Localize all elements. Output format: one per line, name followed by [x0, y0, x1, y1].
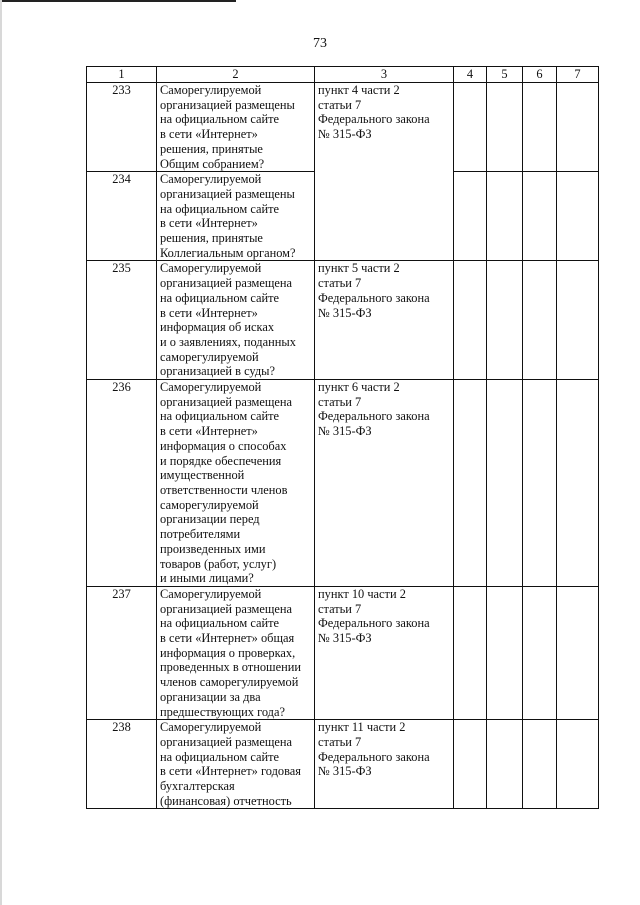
header-col-6: 6 [523, 67, 557, 83]
scan-artifact-left-edge [0, 0, 2, 905]
answer-cell-6 [523, 83, 557, 172]
question-cell: Саморегулируемой организацией размещены на официальном сайте в сети «Интернет» решения, принятые Коллегиальным органом? [157, 172, 315, 261]
table-header-row [87, 67, 599, 83]
header-col-7: 7 [557, 67, 599, 83]
header-col-5: 5 [487, 67, 523, 83]
reference-cell: пункт 11 части 2 статьи 7 Федерального закона № 315-ФЗ [315, 720, 454, 809]
answer-cell-7 [557, 720, 599, 809]
reference-cell: пункт 10 части 2 статьи 7 Федерального закона № 315-ФЗ [315, 586, 454, 719]
answer-cell-6 [523, 720, 557, 809]
question-cell: Саморегулируемой организацией размещена на официальном сайте в сети «Интернет» информация об исках и о заявлениях, поданных саморегулируемой организацией в суды? [157, 261, 315, 380]
question-cell: Саморегулируемой организацией размещены на официальном сайте в сети «Интернет» решения, принятые Общим собранием? [157, 83, 315, 172]
answer-cell-7 [557, 261, 599, 380]
answer-cell-6 [523, 380, 557, 587]
answer-cell-7 [557, 83, 599, 172]
answer-cell-5 [487, 586, 523, 719]
page-number: 73 [313, 36, 327, 51]
answer-cell-4 [454, 172, 487, 261]
row-number: 235 [87, 261, 157, 380]
answer-cell-4 [454, 261, 487, 380]
answer-cell-6 [523, 172, 557, 261]
table-row [87, 586, 599, 719]
answer-cell-5 [487, 380, 523, 587]
table-row [87, 83, 599, 172]
row-number: 233 [87, 83, 157, 172]
reference-cell: пункт 4 части 2 статьи 7 Федерального закона № 315-ФЗ [315, 83, 454, 261]
answer-cell-6 [523, 261, 557, 380]
answer-cell-5 [487, 83, 523, 172]
question-cell: Саморегулируемой организацией размещена на официальном сайте в сети «Интернет» информация о способах и порядке обеспечения имущественной ответственности членов саморегулируемой организации перед потребителями произведенных ими товаров (работ, услуг) и иными лицами? [157, 380, 315, 587]
answer-cell-4 [454, 380, 487, 587]
header-col-1: 1 [87, 67, 157, 83]
row-number: 237 [87, 586, 157, 719]
reference-cell: пункт 5 части 2 статьи 7 Федерального закона № 315-ФЗ [315, 261, 454, 380]
reference-cell: пункт 6 части 2 статьи 7 Федерального закона № 315-ФЗ [315, 380, 454, 587]
answer-cell-4 [454, 83, 487, 172]
table-row [87, 720, 599, 809]
scan-artifact-top-line [0, 0, 236, 2]
checklist-table [86, 66, 599, 809]
question-cell: Саморегулируемой организацией размещена на официальном сайте в сети «Интернет» годовая бухгалтерская (финансовая) отчетность [157, 720, 315, 809]
header-col-2: 2 [157, 67, 315, 83]
answer-cell-7 [557, 586, 599, 719]
answer-cell-4 [454, 586, 487, 719]
header-col-3: 3 [315, 67, 454, 83]
question-cell: Саморегулируемой организацией размещена на официальном сайте в сети «Интернет» общая информация о проверках, проведенных в отношении членов саморегулируемой организации за два предшествующих года? [157, 586, 315, 719]
answer-cell-5 [487, 172, 523, 261]
header-col-4: 4 [454, 67, 487, 83]
table-row [87, 261, 599, 380]
answer-cell-7 [557, 380, 599, 587]
answer-cell-4 [454, 720, 487, 809]
answer-cell-5 [487, 261, 523, 380]
row-number: 236 [87, 380, 157, 587]
row-number: 238 [87, 720, 157, 809]
answer-cell-7 [557, 172, 599, 261]
answer-cell-5 [487, 720, 523, 809]
row-number: 234 [87, 172, 157, 261]
table-row [87, 380, 599, 587]
answer-cell-6 [523, 586, 557, 719]
